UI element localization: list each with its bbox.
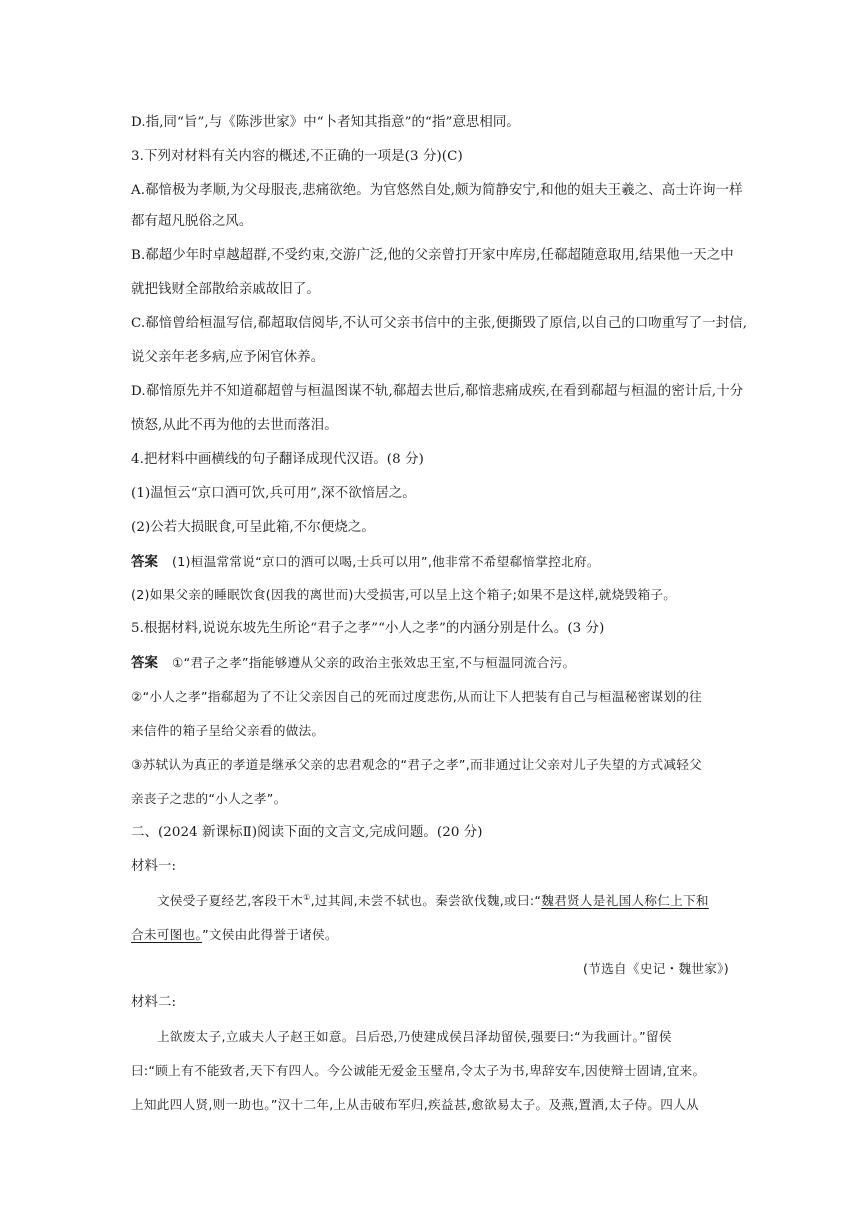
answer-4-line-2: (2)如果父亲的睡眠饮食(因我的离世而)大受损害,可以呈上这个箱子;如果不是这样,就烧毁箱子。 [131,587,677,602]
material-2-line-1: 上欲废太子,立戚夫人子赵王如意。吕后恐,乃使建成侯吕泽劫留侯,强要曰:“为我画计。”留侯 [157,1029,672,1044]
option-d-line: D.指,同“旨”,与《陈涉世家》中“卜者知其指意”的“指”意思相同。 [131,115,520,130]
source-citation: (节选自《史记・魏世家》) [583,961,729,976]
question-4: 4.把材料中画横线的句子翻译成现代汉语。(8 分) [131,452,424,467]
option-b-line-2: 就把钱财全部散给亲戚故旧了。 [131,282,320,297]
section-2-heading: 二、(2024 新课标Ⅱ)阅读下面的文言文,完成问题。(20 分) [131,825,483,840]
footnote-marker: ① [303,892,311,902]
question-3: 3.下列对材料有关内容的概述,不正确的一项是(3 分)(C) [131,149,463,164]
material-2-line-3: 上知此四人贤,则一助也。”汉十二年,上从击破布军归,疾益甚,愈欲易太子。及燕,置酒,太子侍。四人从 [131,1097,699,1112]
answer-5-line-4: ③苏轼认为真正的孝道是继承父亲的忠君观念的“君子之孝”,而非通过让父亲对儿子失望的方式减轻父 [131,757,703,772]
text-span: ”文侯由此得誉于诸侯。 [202,927,338,942]
material-1-line-2 [131,925,731,945]
question-5: 5.根据材料,说说东坡先生所论“君子之孝”“小人之孝”的内涵分别是什么。(3 分) [131,621,605,636]
answer-label-2: 答案 [131,656,158,671]
option-a-line-2: 都有超凡脱俗之风。 [131,214,253,229]
answer-5-line-3: 来信件的箱子呈给父亲看的做法。 [131,723,325,738]
answer-label: 答案 [131,555,158,570]
question-4-item-1: (1)温恒云“京口酒可饮,兵可用”,深不欲愔居之。 [131,486,416,501]
material-2-label: 材料二: [131,995,177,1010]
option-d2-line-2: 愤怒,从此不再为他的去世而落泪。 [131,418,338,433]
underlined-sentence: 魏君贤人是礼国人称仁上下和 [541,893,709,908]
option-b-line-1: B.郗超少年时卓越超群,不受约束,交游广泛,他的父亲曾打开家中库房,任郗超随意取用,结果他一天之中 [131,248,734,263]
answer-4-line-1 [131,552,731,573]
answer-5-line-1 [131,653,731,674]
material-2-line-2: 曰:“顾上有不能致者,天下有四人。今公诚能无爱金玉璧帛,令太子为书,卑辞安车,因使辩士固请,宜来。 [131,1063,706,1078]
material-1-label: 材料一: [131,859,177,874]
option-a-line-1: A.郗愔极为孝顺,为父母服丧,悲痛欲绝。为官悠然自处,颇为简静安宁,和他的姐夫王羲之、高士许询一样 [131,183,743,198]
answer-5-line-5: 亲丧子之悲的“小人之孝”。 [131,791,287,806]
answer-text: (1)桓温常常说“京口的酒可以喝,士兵可以用”,他非常不希望郗愔掌控北府。 [171,554,600,569]
answer-text: ①“君子之孝”指能够遵从父亲的政治主张效忠王室,不与桓温同流合污。 [171,655,576,670]
option-c-line-2: 说父亲年老多病,应予闲官休养。 [131,350,325,365]
text-span: 文侯受子夏经艺,客段干木 [157,893,304,908]
material-1-line-1 [157,891,757,911]
underlined-sentence: 合未可图也。 [131,927,203,942]
option-c-line-1: C.郗愔曾给桓温写信,郗超取信阅毕,不认可父亲书信中的主张,便撕毁了原信,以自己的口吻重写了一封信, [131,316,748,331]
option-d2-line-1: D.郗愔原先并不知道郗超曾与桓温图谋不轨,郗超去世后,郗愔悲痛成疾,在看到郗超与桓温的密计后,十分 [131,384,744,399]
text-span: ,过其闾,未尝不轼也。秦尝欲伐魏,或曰:“ [310,893,542,908]
answer-5-line-2: ②“小人之孝”指郗超为了不让父亲因自己的死而过度悲伤,从而让下人把装有自己与桓温秘密谋划的往 [131,689,703,704]
question-4-item-2: (2)公若大损眠食,可呈此箱,不尔便烧之。 [131,520,375,535]
